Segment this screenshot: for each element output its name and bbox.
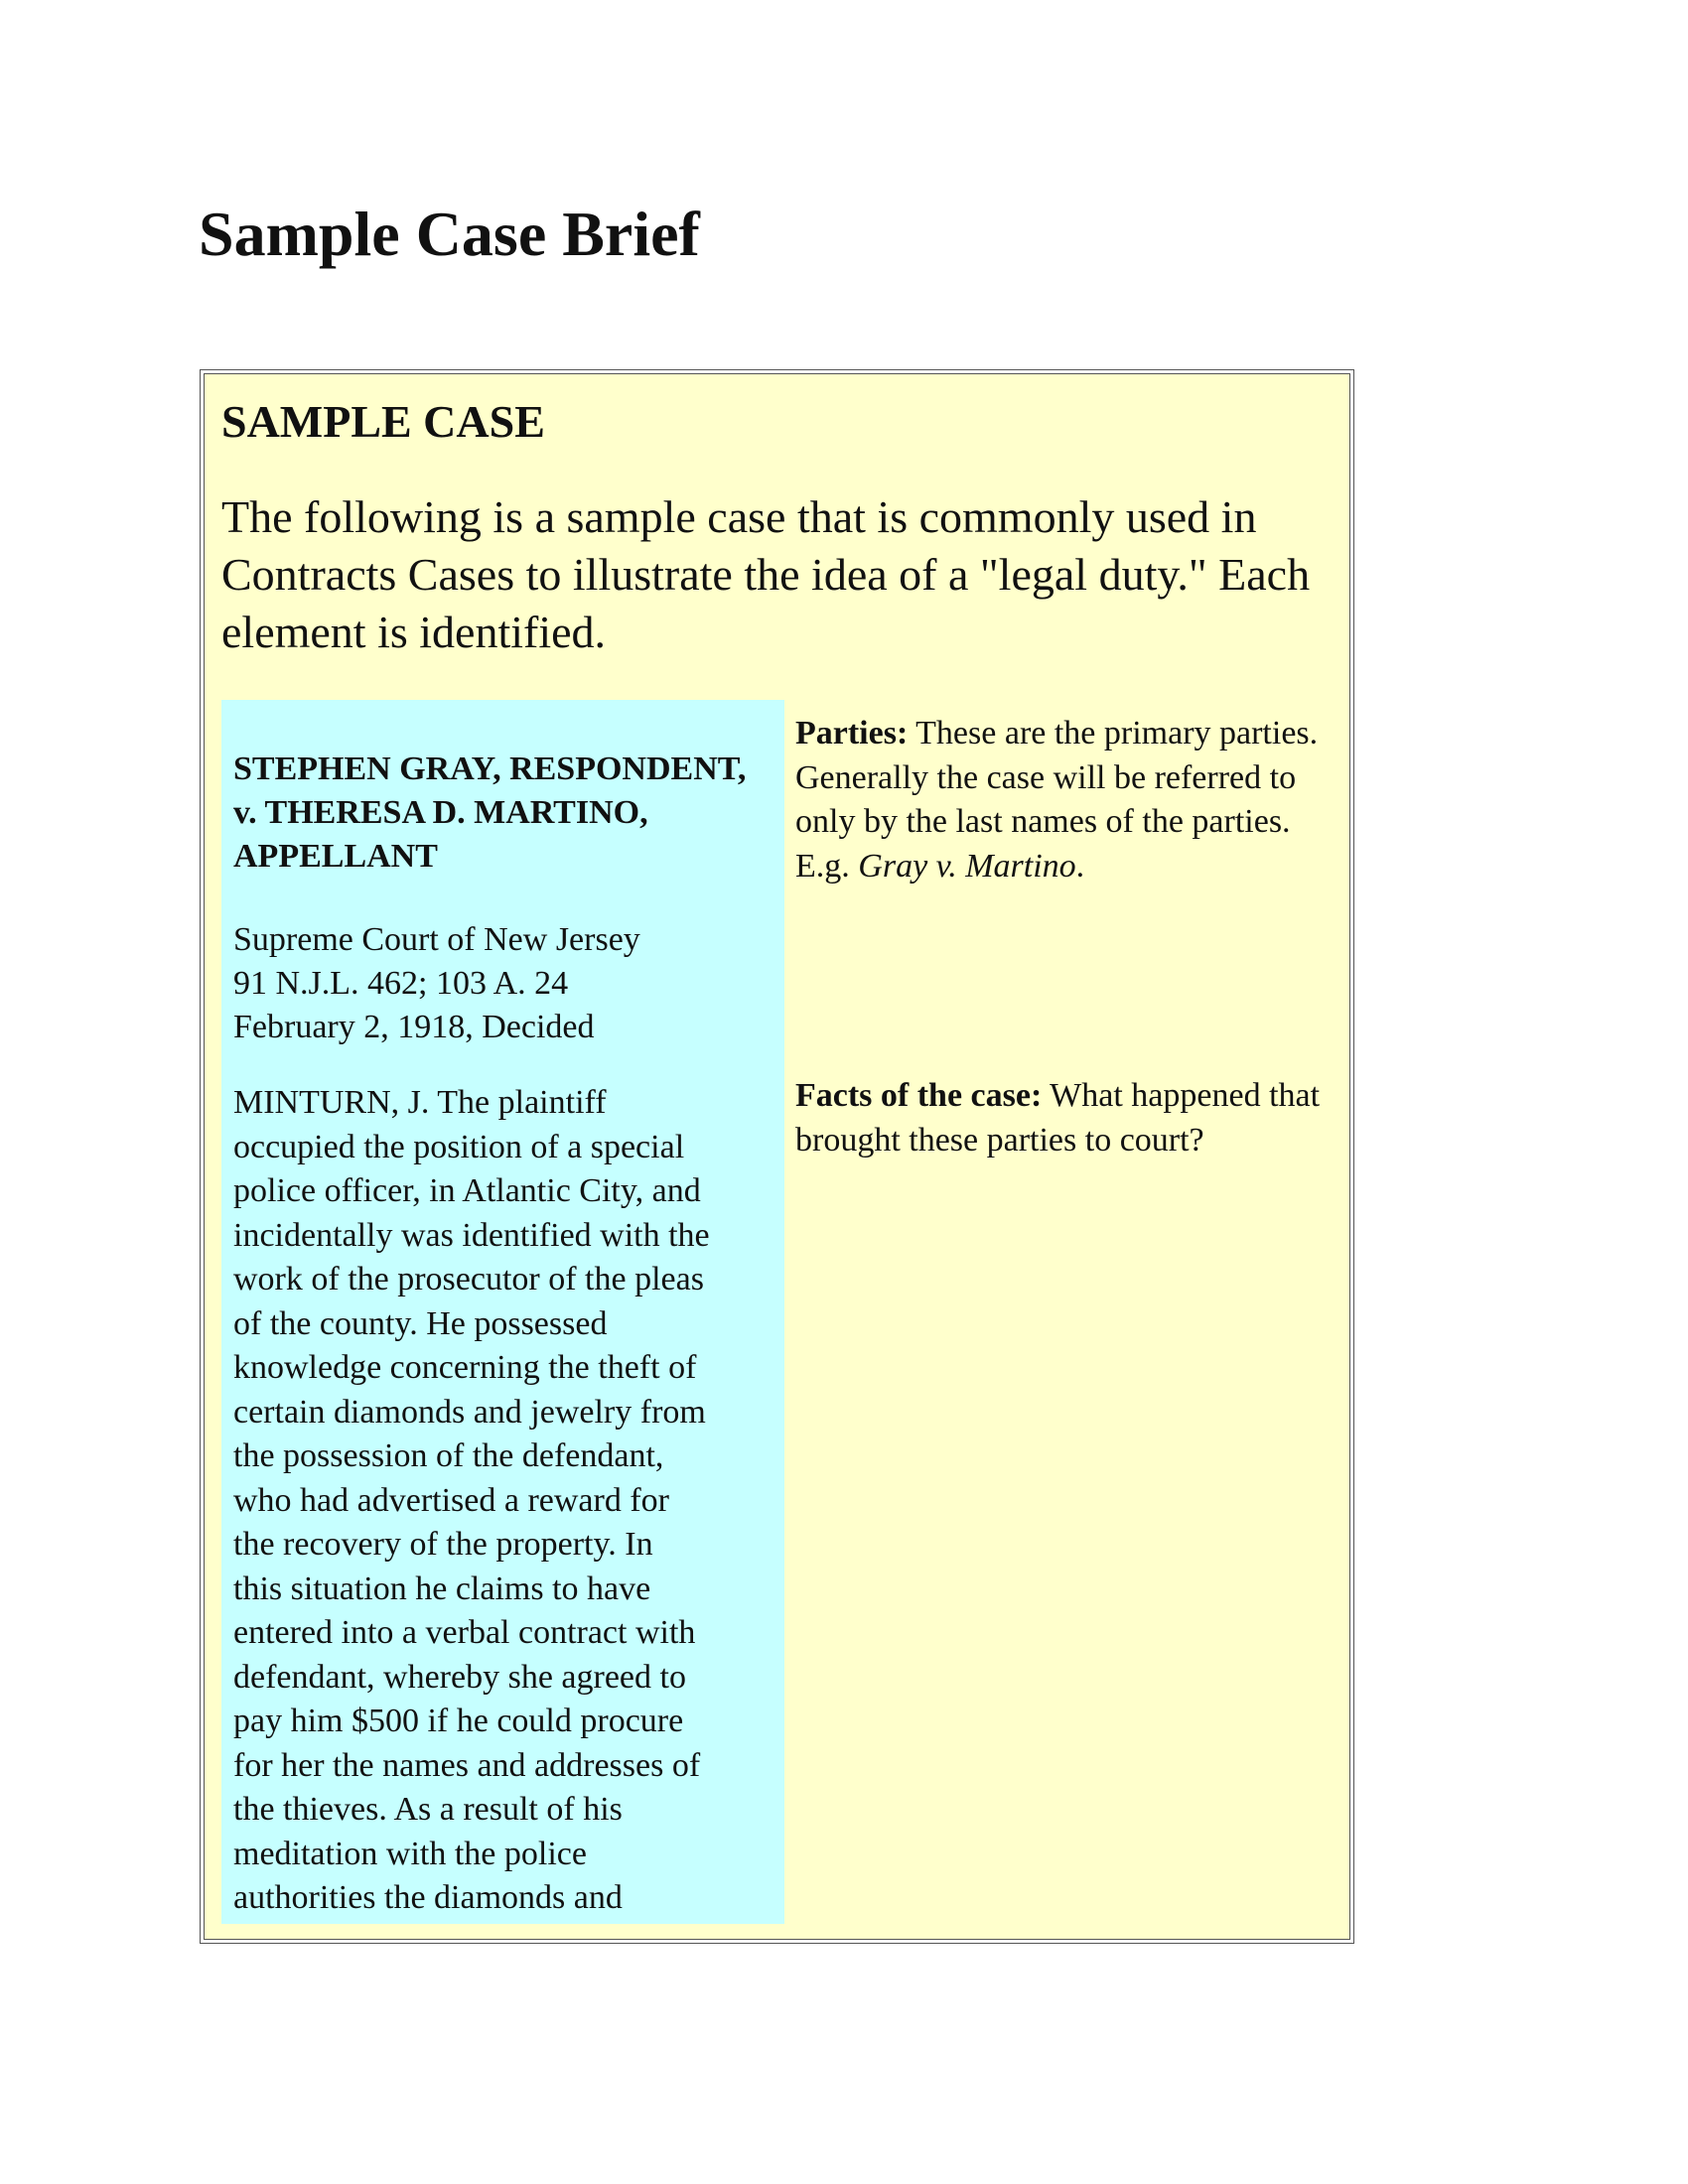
parties-annotation-text: These are the primary parties. Generally the case will be referred to only by the last names of the parties. E.g. [795,715,1319,885]
opinion-line: work of the prosecutor of the pleas [233,1261,704,1297]
opinion-line: MINTURN, J. The plaintiff [233,1084,607,1121]
opinion-text [233,1081,774,1921]
case-citation: 91 N.J.L. 462; 103 A. 24 [233,965,569,1002]
opinion-line: police officer, in Atlantic City, and [233,1172,701,1209]
opinion-line: who had advertised a reward for [233,1481,669,1519]
court-name: Supreme Court of New Jersey [233,921,640,958]
opinion-line: meditation with the police [233,1835,587,1872]
case-parties-heading: STEPHEN GRAY, RESPONDENT, v. THERESA D. MARTINO, APPELLANT [233,751,747,875]
facts-annotation-text: What happened that brought these parties to court? [795,1077,1321,1159]
opinion-line: the thieves. As a result of his [233,1791,623,1828]
opinion-line: knowledge concerning the theft of [233,1349,697,1386]
facts-annotation [795,1074,1341,1162]
opinion-line: of the county. He possessed [233,1304,608,1342]
parties-annotation-end: . [1075,847,1085,885]
opinion-line: defendant, whereby she agreed to [233,1658,686,1696]
facts-annotation-label: Facts of the case: [795,1077,1043,1114]
opinion-line: the recovery of the property. In [233,1526,653,1563]
box-heading: SAMPLE CASE [221,396,545,447]
opinion-line: certain diamonds and jewelry from [233,1393,706,1431]
sample-case-box-inner [204,373,1350,1940]
parties-annotation [795,712,1341,888]
opinion-line: occupied the position of a special [233,1128,685,1165]
parties-annotation-example: Gray v. Martino [858,847,1076,885]
intro-paragraph: The following is a sample case that is commonly used in Contracts Cases to illustrate the idea of a "legal duty." Each element is identified. [221,491,1311,657]
parties-annotation-label: Parties: [795,715,909,751]
case-text-column [221,700,784,1924]
page-title: Sample Case Brief [199,199,700,269]
opinion-line: the possession of the defendant, [233,1437,664,1474]
opinion-line: incidentally was identified with the [233,1216,710,1254]
court-info [233,918,774,1049]
opinion-line: this situation he claims to have [233,1570,651,1607]
opinion-line: for her the names and addresses of [233,1746,701,1784]
sample-case-box [200,369,1354,1944]
opinion-line: pay him $500 if he could procure [233,1703,684,1739]
opinion-line: authorities the diamonds and [233,1879,623,1916]
opinion-line: entered into a verbal contract with [233,1614,696,1651]
decision-date: February 2, 1918, Decided [233,1009,595,1045]
